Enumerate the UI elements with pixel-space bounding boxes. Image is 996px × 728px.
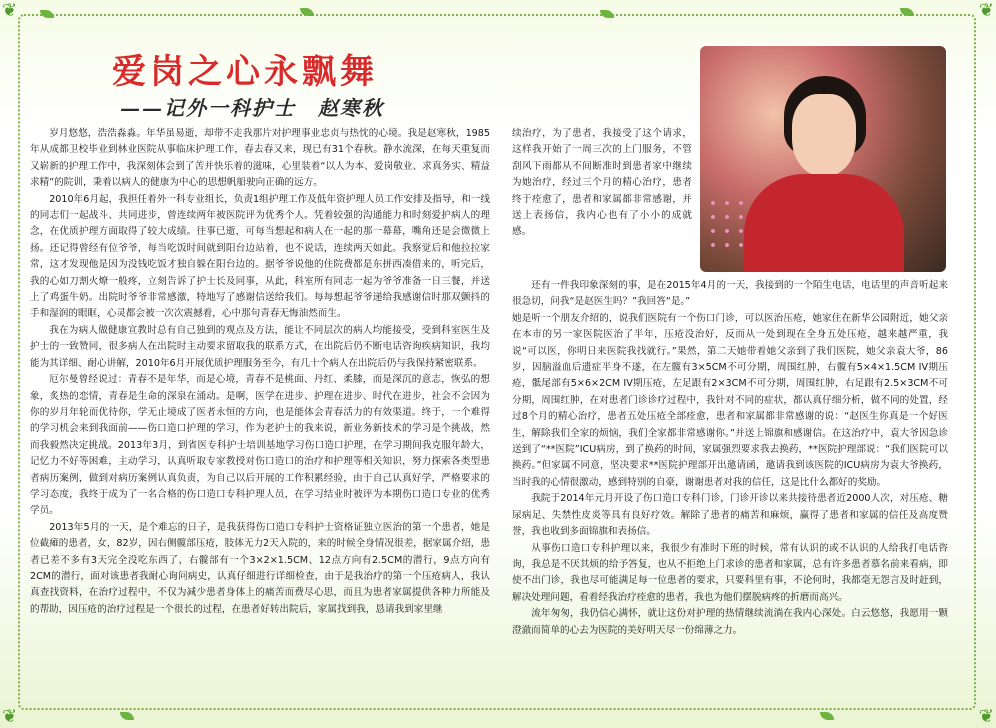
portrait-face [792,94,856,176]
paragraph: 从事伤口造口专科护理以来，我很少有准时下班的时候，常有认识的或不认识的人给我打电话咨询，我总是不厌其烦的给予答复，也从不拒绝上门求诊的患者和家属，总有许多患者慕名前来看病，即使不出门诊，我也尽可能满足每一位患者的要求，只要科里有事，不论何时，我都毫无怨言及时赶到，解决处理问题，看着经我治疗痊愈的患者，我也为他们摆脱病疼的折磨而高兴。 [512,542,948,603]
paragraph: 2013年5月的一天，是个难忘的日子，是我获得伤口造口专科护士资格证独立医治的第一个患者，她是位截瘫的患者，女，82岁，因右侧髋部压疮，肢体无力2天入院的，来的时候全身情况很差，据家属介绍，患者已差不多有3天完全没吃东西了，右髋部有一个3×2×1.5CM、12点方向有2.5CM的潜行，9点方向有2CM的潜行，面对该患者我耐心询问病史，认真仔细进行详细检查，由于是我治疗的第一个压疮病人，我认真查找资料，在治疗过程中，不仅为减少患者身体上的痛苦而费尽心思，而且为患者家属提供各种力所能及的帮助，因压疮的治疗过程是一个很长的过程，在患者好转出院后，家属找到我，恳请我到家里继 [30,521,490,615]
page-title: 爱岗之心永飘舞 [112,52,378,92]
paragraph: 我院于2014年元月开设了伤口造口专科门诊，门诊开诊以来共接待患者近2000人次，对压疮、糖尿病足、失禁性皮炎等具有良好疗效。解除了患者的痛苦和麻烦，赢得了患者和家属的信任及高度赞誉，我也收到多面锦旗和表扬信。 [512,493,948,538]
vine-corner-icon: ❦ [2,706,18,727]
leaf-icon [820,712,834,720]
vine-corner-icon: ❦ [978,0,994,21]
flower-decoration [706,196,746,256]
paragraph: 厄尔曼曾经说过：青春不是年华，而是心境，青春不是桃面、丹红、柔膝，而是深沉的意志，恢弘的想象，炙热的恋情，青春是生命的深泉在涌动。是啊，医学在进步、护理在进步、时代在进步，社会不会因为你的岁月年轮而优待你，学无止境成了医者永恒的方向，也是能体会青春活力的有效渠道。终于，一个难得的学习机会来到我面前——伤口造口护理的学习，作为老护士的我来说，新业务新技术的学习是个挑战，然而我毅然决定挑战。2013年3月，到省医专科护士培训基地学习伤口造口护理，在学习期间我克服年龄大，记忆力不好等困难，主动学习，认真听取专家教授对伤口造口的治疗和护理等相关知识，努力探索各类型患者病历案例，做到对病历案例认真负责，为自己以后开展的工作积累经验，由于自己认真好学，严格要求的学习态度，我终于成为了一名合格的伤口造口专科护理人员，在学习结业时被评为本期伤口造口专业的优秀学员。 [30,374,490,517]
right-column [512,278,948,639]
paragraph: 她是听一个朋友介绍的，说我们医院有一个伤口门诊，可以医治压疮，她家住在新华公园附近，她父亲在本市的另一家医院医治了半年，压疮没治好，反而从一处到现在全身五处压疮，越来越严重，我说“可以医，你明日来医院我找就行。”果然，第二天她带着她父亲到了我们医院，她父亲袁大爷，86岁，因脑溢血后遗症半身不遂，在左髋有3×5CM不可分期，周围红肿，右髋有5×4×1.5CM IV期压疮，骶尾部有5×6×2CM IV期压疮，左足跟有2×3CM不可分期，周围红肿，右足跟有2.5×3CM不可分期，周围红肿，在对患者门诊诊疗过程中，我针对不同的症状，都认真仔细分析，做不同的处置，经过8个月的精心治疗，患者五处压疮全部痊愈，患者和家属都非常感谢的说：“赵医生你真是一个好医生，解除我们全家的烦恼，我们全家都非常感谢你。”并送上锦旗和感谢信。在这治疗中，袁大爷因急诊送到了“**医院”ICU病房，到了换药的时间，家属强烈要求我去换药，**医院护理部说：“我们医院可以换药。”但家属不同意，坚决要求**医院护理部开出邀请函，邀请我到该医院的ICU病房为袁大爷换药，当时我的心情很激动，感到特别的自豪，谢谢患者对我的信任，这是比什么都好的奖励。 [512,312,948,488]
paragraph: 还有一件我印象深刻的事，是在2015年4月的一天，我接到的一个陌生电话，电话里的声音听起来很急切，问我“是赵医生吗？”我回答“是。” [512,280,948,308]
paragraph: 岁月悠悠，浩浩淼淼。年华虽易逝，却带不走我那片对护理事业忠贞与热忱的心境。我是赵寒秋，1985年从成都卫校毕业到林业医院从事临床护理工作，春去春又来，现已有31个春秋。静水流深，在每天重复而又崭新的护理工作中，我深刻体会到了苦并快乐着的滋味，心里装着“以人为本、爱岗敬业、求真务实、精益求精”的院训，秉着以病人的健康为中心的思想帆船驶向正确的远方。 [30,128,490,189]
paragraph: 2010年6月起，我担任着外一科专业组长，负责1组护理工作及低年资护理人员工作安排及指导，和一线的同志们一起战斗、共同进步，曾连续两年被医院评为优秀个人。凭着较强的沟通能力和时刻爱护病人的理念，在优质护理方面取得了较大成绩。往事已逝，可每当想起和病人在一起的那一幕幕，嘴角还是会微微上扬。还记得曾经有位爷爷，每当吃饭时间就到阳台边站着，也不说话，连续两天如此。我察觉后和他拉拉家常，这才发现他是因为没钱吃饭才独自躲在阳台边的。据爷爷说他的住院费都是东拼西凑借来的，听完后，我的心如刀割火燎一般疼，立刻告诉了护士长及同事，从此，科室所有同志一起为爷爷准备一日三餐，并送上了鸡蛋牛奶。出院时爷爷非常感激，特地写了感谢信送给我们。每每想起爷爷递给我感谢信时那双颤抖的手和湿润的眼眶，心灵都会被一次次震撼着，心中那句青春无悔油然而生。 [30,193,490,320]
right-top-column [512,126,692,241]
portrait-clothing [744,174,904,272]
vine-corner-icon: ❦ [978,706,994,727]
paragraph: 流年匆匆，我仍信心满怀，就让这份对护理的热情继续流淌在我内心深处。白云悠悠，我愿用一颗澄澈而简单的心去为医院的美好明天尽一份绵薄之力。 [512,608,948,636]
paragraph: 续治疗，为了患者，我接受了这个请求，这样我开始了一周三次的上门服务，不管刮风下雨都从不间断准时到患者家中继续为她治疗，经过三个月的精心治疗，患者终于痊愈了，患者和家属都非常感谢，并送上表扬信，我内心也有了小小的成就感。 [512,128,692,238]
page-subtitle: ——记外一科护士 赵寒秋 [120,96,384,120]
paragraph: 我在为病人做健康宣教时总有自己独到的观点及方法，能让不同层次的病人均能接受，受到科室医生及护士的一致赞同，很多病人在出院时主动要求留取我的联系方式，在出院后仍不断电话咨询疾病知识，我均能为其详细、耐心讲解，2010年6月开展优质护理服务至今，有几十个病人在出院后仍与我保持紧密联系。 [30,324,490,369]
vine-corner-icon: ❦ [2,0,18,21]
nurse-portrait-photo [700,46,946,272]
left-column [30,126,490,618]
leaf-icon [120,712,134,720]
